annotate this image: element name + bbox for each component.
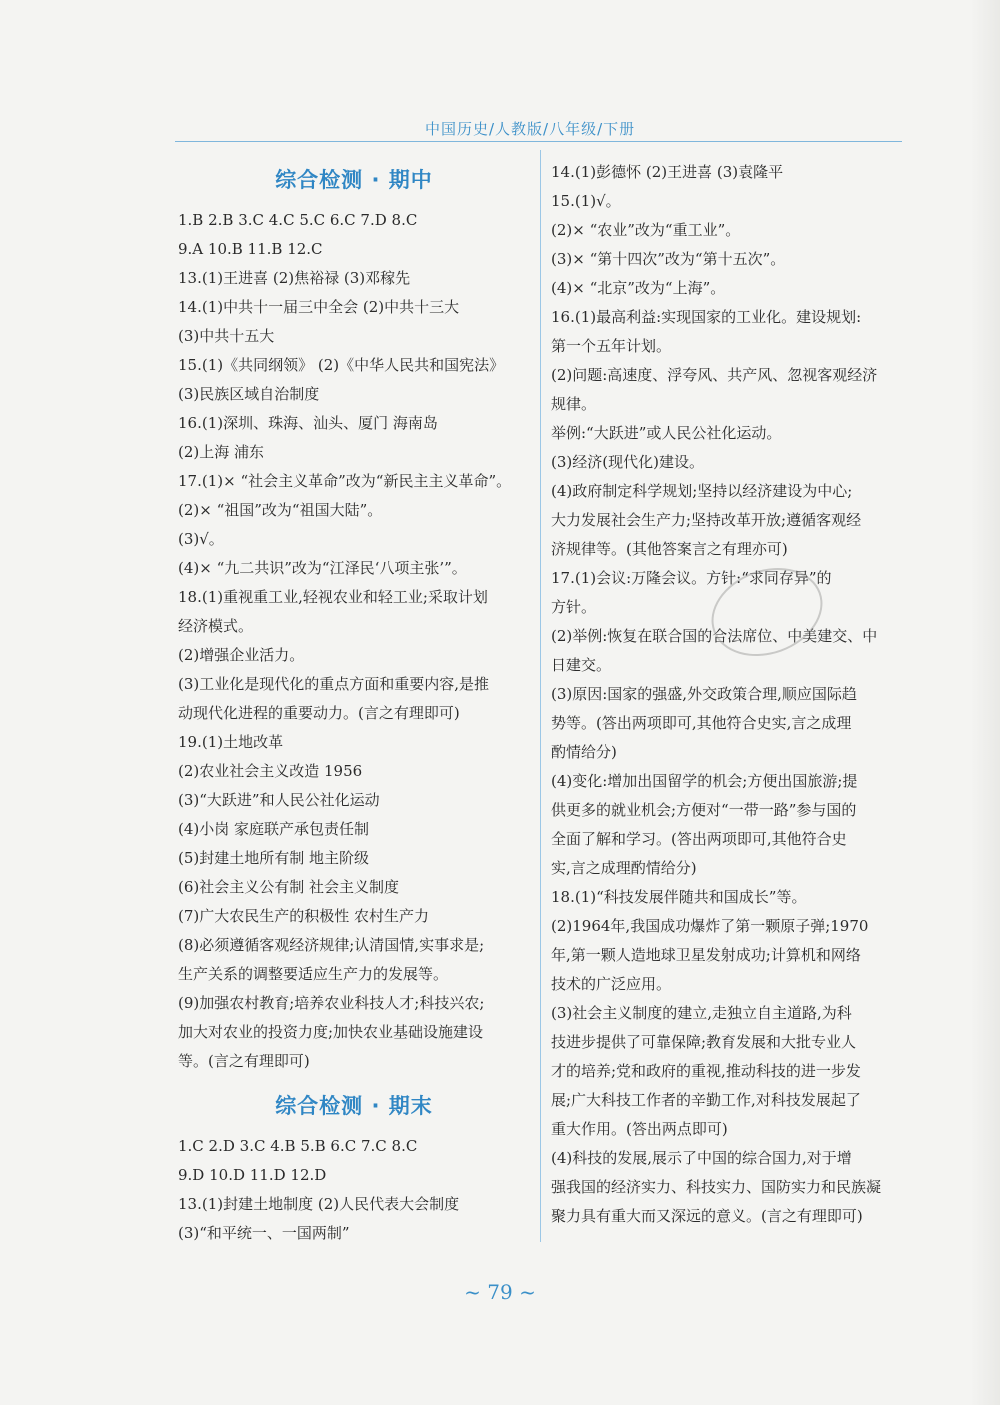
answer-line: 18.(1)重视重工业,轻视农业和轻工业;采取计划 — [178, 588, 488, 606]
answer-line: (3)中共十五大 — [178, 327, 275, 345]
answer-line: (4)× “北京”改为“上海”。 — [551, 279, 726, 297]
answer-line: 展;广大科技工作者的辛勤工作,对科技发展起了 — [551, 1091, 861, 1109]
answer-line: (4)变化:增加出国留学的机会;方便出国旅游;提 — [551, 772, 858, 790]
answer-line: 生产关系的调整要适应生产力的发展等。 — [178, 965, 449, 983]
answer-line: 1.C 2.D 3.C 4.B 5.B 6.C 7.C 8.C — [178, 1137, 418, 1155]
answer-line: (3)社会主义制度的建立,走独立自主道路,为科 — [551, 1004, 852, 1022]
answer-line: (3)民族区域自治制度 — [178, 385, 320, 403]
answer-line: 大力发展社会生产力;坚持改革开放;遵循客观经 — [551, 511, 862, 529]
answer-line: 重大作用。(答出两点即可) — [551, 1120, 728, 1138]
header-title: 中国历史/人教版/八年级/下册 — [425, 120, 636, 138]
answer-line: (7)广大农民生产的积极性 农村生产力 — [178, 907, 430, 925]
answer-line: 全面了解和学习。(答出两项即可,其他符合史 — [551, 830, 847, 848]
answer-line: (4)科技的发展,展示了中国的综合国力,对于增 — [551, 1149, 852, 1167]
section-title-final: 综合检测 · 期末 — [275, 1094, 433, 1118]
answer-line: 济规律等。(其他答案言之有理亦可) — [551, 540, 788, 558]
answer-line: 17.(1)会议:万隆会议。方针:“求同存异”的 — [551, 569, 832, 587]
answer-line: 14.(1)中共十一届三中全会 (2)中共十三大 — [178, 298, 460, 316]
column-divider — [540, 150, 541, 1242]
answer-line: (4)× “九二共识”改为“江泽民‘八项主张’”。 — [178, 559, 467, 577]
midterm-answers — [178, 206, 530, 1076]
answer-line: 1.B 2.B 3.C 4.C 5.C 6.C 7.D 8.C — [178, 211, 418, 229]
answer-line: 13.(1)封建土地制度 (2)人民代表大会制度 — [178, 1195, 460, 1213]
answer-line: 经济模式。 — [178, 617, 254, 635]
answer-line: 9.A 10.B 11.B 12.C — [178, 240, 323, 258]
answer-line: 供更多的就业机会;方便对“一带一路”参与国的 — [551, 801, 857, 819]
answer-line: (2)举例:恢复在联合国的合法席位、中美建交、中 — [551, 627, 878, 645]
final-answers — [178, 1132, 530, 1248]
answer-line: (5)封建土地所有制 地主阶级 — [178, 849, 370, 867]
answer-line: 才的培养;党和政府的重视,推动科技的进一步发 — [551, 1062, 861, 1080]
answer-line: 19.(1)土地改革 — [178, 733, 284, 751]
answer-line: 16.(1)深圳、珠海、汕头、厦门 海南岛 — [178, 414, 438, 432]
answer-line: (3)工业化是现代化的重点方面和重要内容,是推 — [178, 675, 490, 693]
section-title-midterm: 综合检测 · 期中 — [275, 168, 433, 192]
answer-line: (3)√。 — [178, 530, 224, 548]
answer-line: 15.(1)《共同纲领》 (2)《中华人民共和国宪法》 — [178, 356, 505, 374]
answer-line: 强我国的经济实力、科技实力、国防实力和民族凝 — [551, 1178, 882, 1196]
answer-line: 规律。 — [551, 395, 597, 413]
answer-line: 加大对农业的投资力度;加快农业基础设施建设 — [178, 1023, 484, 1041]
answer-line: (3)× “第十四次”改为“第十五次”。 — [551, 250, 786, 268]
answer-line: 13.(1)王进喜 (2)焦裕禄 (3)邓稼先 — [178, 269, 411, 287]
answer-line: 14.(1)彭德怀 (2)王进喜 (3)袁隆平 — [551, 163, 784, 181]
answer-line: 9.D 10.D 11.D 12.D — [178, 1166, 327, 1184]
right-column — [551, 158, 911, 1231]
answer-line: (6)社会主义公有制 社会主义制度 — [178, 878, 400, 896]
answer-line: 18.(1)“科技发展伴随共和国成长”等。 — [551, 888, 807, 906]
answer-line: (3)经济(现代化)建设。 — [551, 453, 704, 471]
answer-line: (4)政府制定科学规划;坚持以经济建设为中心; — [551, 482, 853, 500]
answer-line: (3)“和平统一、一国两制” — [178, 1224, 350, 1242]
answer-line: 等。(言之有理即可) — [178, 1052, 310, 1070]
answer-line: 日建交。 — [551, 656, 612, 674]
answer-line: 势等。(答出两项即可,其他符合史实,言之成理 — [551, 714, 852, 732]
header-rule — [175, 141, 902, 142]
answer-line: (9)加强农村教育;培养农业科技人才;科技兴农; — [178, 994, 485, 1012]
answer-line: 聚力具有重大而又深远的意义。(言之有理即可) — [551, 1207, 863, 1225]
answer-line: (2)1964年,我国成功爆炸了第一颗原子弹;1970 — [551, 917, 869, 935]
answer-line: 第一个五年计划。 — [551, 337, 672, 355]
answer-line: (2)农业社会主义改造 1956 — [178, 762, 363, 780]
answer-line: 酌情给分) — [551, 743, 617, 761]
answer-line: (2)问题:高速度、浮夸风、共产风、忽视客观经济 — [551, 366, 878, 384]
answer-line: 实,言之成理酌情给分) — [551, 859, 697, 877]
answer-line: (3)“大跃进”和人民公社化运动 — [178, 791, 380, 809]
answer-line: (2)增强企业活力。 — [178, 646, 305, 664]
answer-line: 16.(1)最高利益:实现国家的工业化。建设规划: — [551, 308, 862, 326]
answer-line: 年,第一颗人造地球卫星发射成功;计算机和网络 — [551, 946, 861, 964]
answer-line: (3)原因:国家的强盛,外交政策合理,顺应国际趋 — [551, 685, 857, 703]
answer-line: (2)× “祖国”改为“祖国大陆”。 — [178, 501, 383, 519]
answer-line: 17.(1)× “社会主义革命”改为“新民主主义革命”。 — [178, 472, 512, 490]
answer-line: 举例:“大跃进”或人民公社化运动。 — [551, 424, 782, 442]
answer-line: 技进步提供了可靠保障;教育发展和大批专业人 — [551, 1033, 857, 1051]
left-column — [178, 158, 530, 1248]
answer-line: (8)必须遵循客观经济规律;认清国情,实事求是; — [178, 936, 485, 954]
answer-line: 15.(1)√。 — [551, 192, 621, 210]
answer-line: (2)上海 浦东 — [178, 443, 265, 461]
answer-line: 方针。 — [551, 598, 597, 616]
answer-line: (4)小岗 家庭联产承包责任制 — [178, 820, 370, 838]
page-spine-shadow — [970, 0, 1000, 1405]
answer-line: (2)× “农业”改为“重工业”。 — [551, 221, 741, 239]
answer-line: 动现代化进程的重要动力。(言之有理即可) — [178, 704, 460, 722]
answer-line: 技术的广泛应用。 — [551, 975, 672, 993]
page-number: ~ 79 ~ — [464, 1280, 536, 1304]
